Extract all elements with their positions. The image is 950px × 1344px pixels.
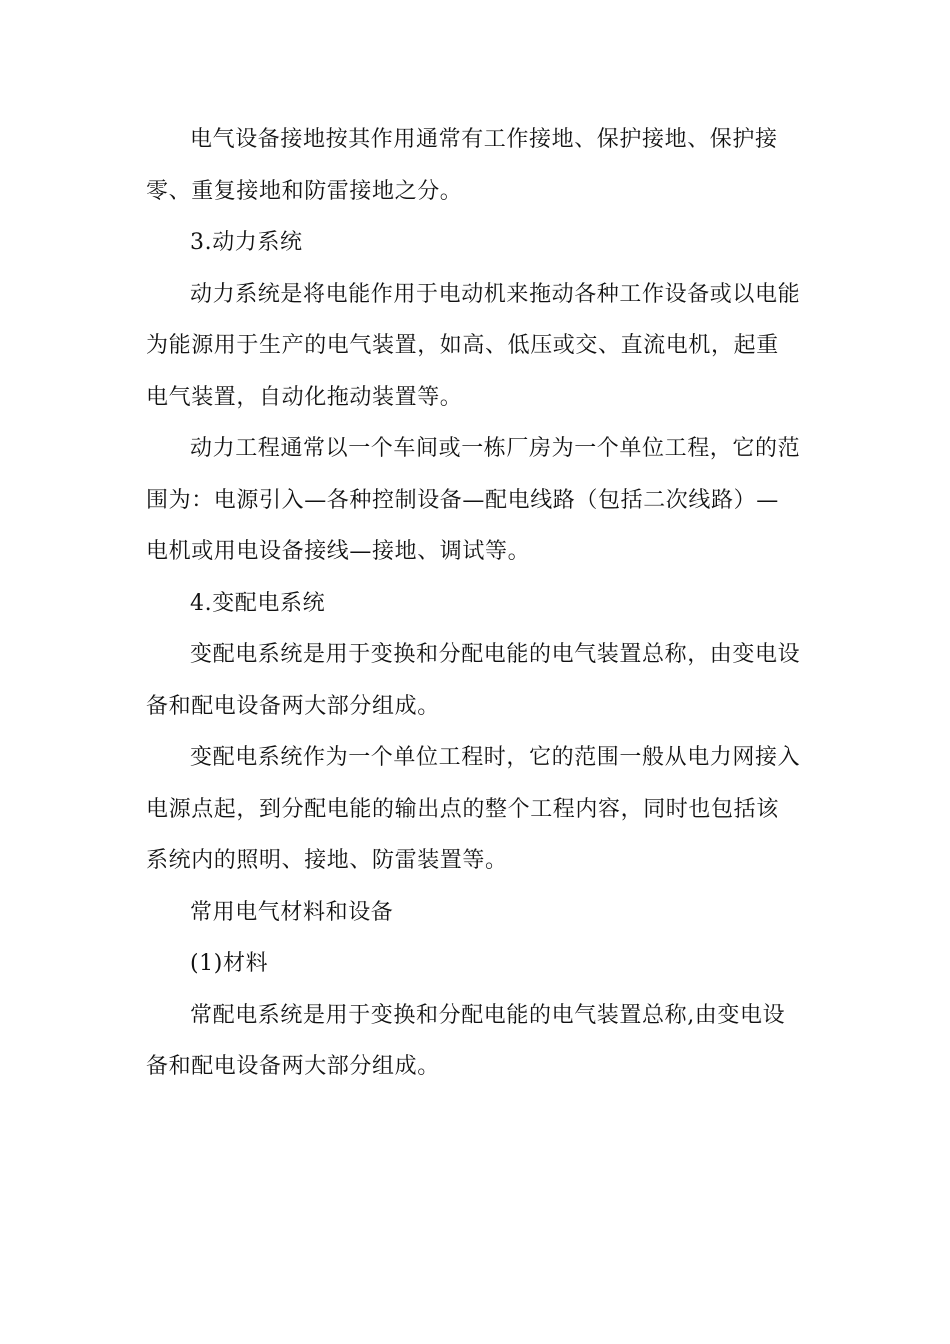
heading-materials: (1)材料: [190, 951, 269, 976]
heading-substation-system: 4.变配电系统: [190, 590, 326, 616]
document-body: [146, 114, 801, 1093]
paragraph-grounding: 电气设备接地按其作用通常有工作接地、保护接地、保护接零、重复接地和防雷接地之分。: [146, 127, 778, 204]
heading-power-system: 3.动力系统: [190, 230, 303, 255]
paragraph-power-engineering-scope: 动力工程通常以一个车间或一栋厂房为一个单位工程，它的范围为：电源引入—各种控制设备—配电线路（包括二次线路）—电机或用电设备接线—接地、调试等。: [146, 436, 801, 564]
paragraph-power-system-definition: 动力系统是将电能作用于电动机来拖动各种工作设备或以电能为能源用于生产的电气装置，如高、低压或交、直流电机，起重电气装置，自动化拖动装置等。: [146, 281, 801, 410]
paragraph-substation-definition: 变配电系统是用于变换和分配电能的电气装置总称，由变电设备和配电设备两大部分组成。: [146, 642, 801, 719]
paragraph-materials-definition: 常配电系统是用于变换和分配电能的电气装置总称,由变电设备和配电设备两大部分组成。: [146, 1002, 786, 1079]
heading-common-materials: 常用电气材料和设备: [190, 899, 394, 925]
paragraph-substation-scope: 变配电系统作为一个单位工程时，它的范围一般从电力网接入电源点起，到分配电能的输出点的整个工程内容，同时也包括该系统内的照明、接地、防雷装置等。: [146, 745, 801, 873]
